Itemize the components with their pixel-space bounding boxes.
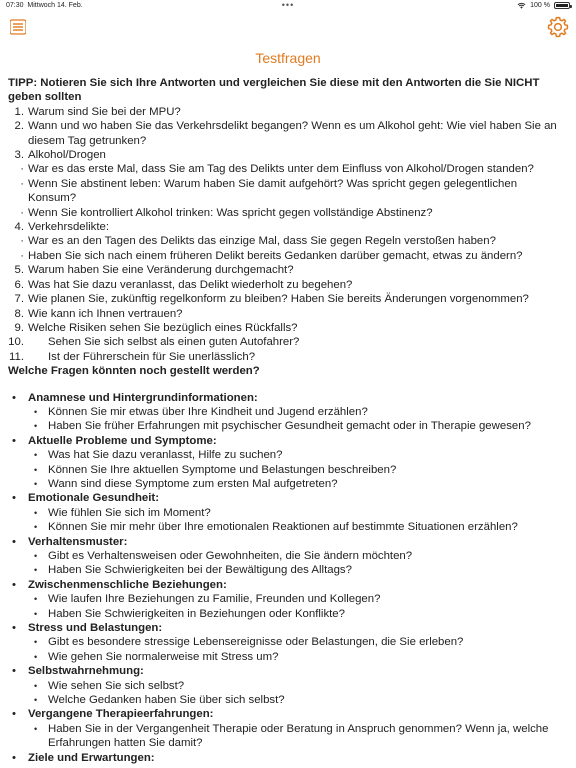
question-text: Sehen Sie sich selbst als einen guten Autofahrer? [48,336,300,349]
sub-bullet-icon: • [34,723,38,734]
section-item [8,463,568,477]
question-item [8,350,568,364]
question-text: Wie kann ich Ihnen vertrauen? [28,307,183,320]
section-heading [8,578,568,592]
section-title: Vergangene Therapieerfahrungen: [28,708,214,721]
question-item [8,162,568,176]
page-title: Testfragen [255,50,321,66]
section-title: Ziele und Erwartungen: [28,751,155,764]
section-item [8,650,568,664]
section-item-text: Haben Sie Schwierigkeiten bei der Bewältigung des Alltags? [48,564,352,577]
multitasking-dots[interactable]: ••• [281,0,295,10]
tip-text: TIPP: Notieren Sie sich Ihre Antworten und vergleichen Sie diese mit den Antworten die Sie NICHT geben sollten [8,77,540,104]
section-item-text: Welche Gedanken haben Sie über sich selbst? [48,694,285,707]
bullet-icon: • [12,492,16,505]
question-text: Wenn Sie abstinent leben: Warum haben Sie damit aufgehört? Was spricht gegen gelegentlichen Konsum? [28,177,518,205]
section-title: Zwischenmenschliche Beziehungen: [28,578,227,591]
question-marker: 10. [8,336,24,349]
bullet-icon: • [12,535,16,548]
gear-icon [546,15,570,39]
question-text: Verkehrsdelikte: [28,221,110,234]
sub-bullet-icon: • [34,651,38,662]
question-marker: 3. [14,149,24,162]
section-title: Stress und Belastungen: [28,622,163,635]
section-title: Emotionale Gesundheit: [28,492,160,505]
sub-bullet-icon: • [34,450,38,461]
battery-percent: 100 % [530,2,550,9]
question-marker: 11. [9,350,24,363]
section-item-text: Wie laufen Ihre Beziehungen zu Familie, Freunden und Kollegen? [48,593,381,606]
sub-bullet-icon: • [34,594,38,605]
section-heading [8,751,568,765]
question-text: Welche Risiken sehen Sie bezüglich eines Rückfalls? [28,321,298,334]
sub-bullet-icon: • [34,680,38,691]
section-item [8,549,568,563]
question-item [8,119,568,148]
status-right [517,2,570,9]
section-item-text: Können Sie mir etwas über Ihre Kindheit und Jugend erzählen? [48,405,368,418]
section-heading [8,491,568,505]
section-item [8,693,568,707]
section-item [8,419,568,433]
question-list [8,105,568,364]
menu-button[interactable] [8,16,28,38]
section-item [8,679,568,693]
question-text: Alkohol/Drogen [28,149,106,162]
question-text: War es an den Tagen des Delikts das einzige Mal, dass Sie gegen Regeln verstoßen haben? [28,235,496,248]
section-item-text: Wie gehen Sie normalerweise mit Stress um? [48,650,279,663]
question-marker: 2. [14,120,24,133]
sub-bullet-icon: • [34,421,38,432]
question-text: Wenn Sie kontrolliert Alkohol trinken: Was spricht gegen vollständige Abstinenz? [28,206,433,219]
section-heading [8,535,568,549]
sub-bullet-icon: • [34,637,38,648]
section-item [8,722,568,751]
sub-bullet-icon: • [34,464,38,475]
sub-bullet-icon: • [34,608,38,619]
bullet-icon: • [12,665,16,678]
section-heading [8,707,568,721]
section-item-text: Wie sehen Sie sich selbst? [48,679,185,692]
section-item [8,477,568,491]
question-marker: 5. [14,264,24,277]
question-text: Wann und wo haben Sie das Verkehrsdelikt begangen? Wenn es um Alkohol geht: Wie viel haben Sie an diesem Tag getrunken? [28,120,557,147]
section-title: Selbstwahrnehmung: [28,665,144,678]
bullet-icon: • [12,708,16,721]
hamburger-menu-icon [10,19,26,35]
navigation-bar [0,12,576,42]
spacer [8,379,568,391]
section-title: Aktuelle Probleme und Symptome: [28,434,217,447]
question-marker: · [20,177,24,190]
section-title: Verhaltensmuster: [28,535,128,548]
question-text: Was hat Sie dazu veranlasst, das Delikt wiederholt zu begehen? [28,278,353,291]
question-item [8,307,568,321]
question-item [8,292,568,306]
question-marker: · [20,249,24,262]
bullet-icon: • [12,751,16,764]
section-item [8,506,568,520]
bullet-icon: • [12,391,16,404]
question-item [8,177,568,206]
bullet-icon: • [12,622,16,635]
status-bar [0,0,576,12]
sub-bullet-icon: • [34,522,38,533]
question-marker: 6. [14,278,24,291]
question-marker: · [20,235,24,248]
question-text: Warum haben Sie eine Veränderung durchgemacht? [28,264,294,277]
question-text: Ist der Führerschein für Sie unerlässlich? [48,350,256,363]
question-item [8,148,568,162]
question-text: Haben Sie sich nach einem früheren Delikt bereits Gedanken darüber gemacht, etwas zu ändern? [28,249,523,262]
question-text: Wie planen Sie, zukünftig regelkonform zu bleiben? Haben Sie bereits Änderungen vorgenommen? [28,293,529,306]
section-heading [8,434,568,448]
section-item-text: Haben Sie früher Erfahrungen mit psychischer Gesundheit gemacht oder in Therapie gewesen? [48,420,531,433]
battery-icon [554,2,570,9]
section-item [8,592,568,606]
section-heading [8,621,568,635]
question-marker: 1. [14,105,24,118]
sub-bullet-icon: • [34,551,38,561]
section-item-text: Gibt es besondere stressige Lebensereignisse oder Belastungen, die Sie erleben? [48,636,464,649]
question-item [8,220,568,234]
question-marker: · [20,163,24,176]
question-item [8,278,568,292]
section-item-text: Haben Sie Schwierigkeiten in Beziehungen oder Konflikte? [48,607,345,620]
section-item [8,520,568,534]
question-marker: 4. [14,221,24,234]
status-time: 07:30 Mittwoch 14. Feb. [6,2,83,9]
question-marker: 9. [14,321,24,334]
question-text: Warum sind Sie bei der MPU? [28,105,181,118]
section-item [8,448,568,462]
section-item [8,607,568,621]
sub-bullet-icon: • [34,695,38,706]
question-item [8,263,568,277]
question-item [8,105,568,119]
question-item [8,335,568,349]
settings-button[interactable] [546,15,570,39]
bullet-icon: • [12,434,16,447]
sub-bullet-icon: • [34,507,38,518]
section-item-text: Wie fühlen Sie sich im Moment? [48,506,211,519]
question-marker: 7. [14,293,24,306]
section-item [8,635,568,649]
sub-bullet-icon: • [34,406,38,417]
question-marker: 8. [14,307,24,320]
question-item [8,234,568,248]
question-item [8,249,568,263]
section-item-text: Können Sie Ihre aktuellen Symptome und Belastungen beschreiben? [48,463,397,476]
question-text: War es das erste Mal, dass Sie am Tag des Delikts unter dem Einfluss von Alkohol/Drogen standen? [28,163,534,176]
section-item [8,563,568,577]
sub-bullet-icon: • [34,565,38,576]
section-item [8,405,568,419]
section-title: Anamnese und Hintergrundinformationen: [28,391,258,404]
section-heading [8,391,568,405]
section-heading [8,664,568,678]
section-item-text: Was hat Sie dazu veranlasst, Hilfe zu suchen? [48,449,283,462]
question-item [8,206,568,220]
section-item-text: Wann sind diese Symptome zum ersten Mal aufgetreten? [48,477,338,490]
sections-list [8,391,568,766]
content-area [8,76,568,765]
section-item-text: Haben Sie in der Vergangenheit Therapie oder Beratung in Anspruch genommen? Wenn ja, welche Erfahrungen hatten Sie damit? [48,722,549,750]
sub-bullet-icon: • [34,478,38,489]
question-item [8,321,568,335]
section-item-text: Gibt es Verhaltensweisen oder Gewohnheiten, die Sie ändern möchten? [48,550,413,562]
wifi-icon [517,2,526,9]
bullet-icon: • [12,578,16,591]
section-item-text: Können Sie mir mehr über Ihre emotionalen Reaktionen auf bestimmte Situationen erzählen? [48,521,518,534]
more-questions-heading: Welche Fragen könnten noch gestellt werden? [8,365,260,378]
question-marker: · [20,206,24,219]
